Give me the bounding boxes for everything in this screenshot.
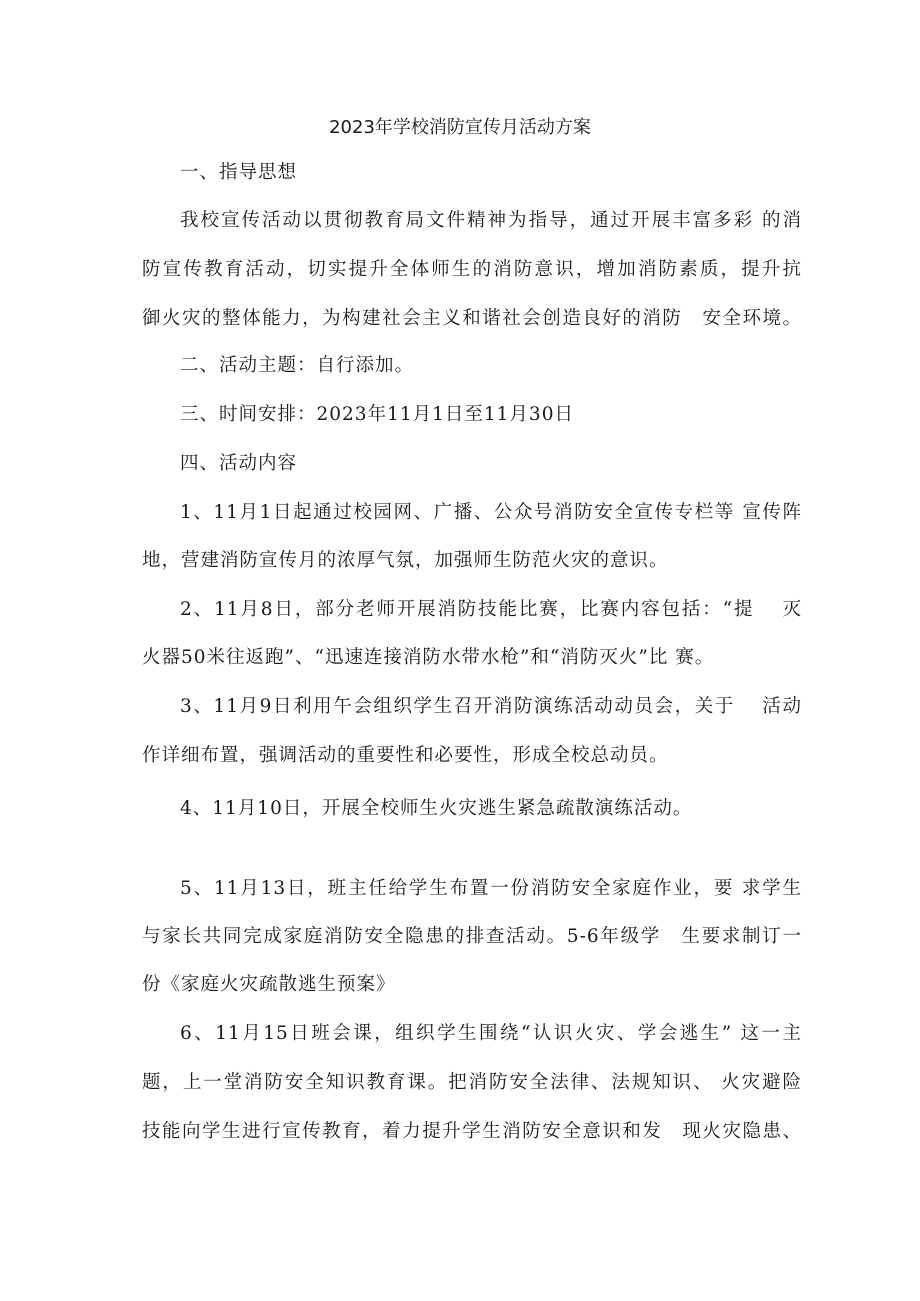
list-item-line: 技能向学生进行宣传教育，着力提升学生消防安全意识和发 现火灾隐患、	[142, 1121, 802, 1142]
list-item-line: 地，营建消防宣传月的浓厚气氛，加强师生防范火灾的意识。	[142, 550, 669, 571]
list-item-line: 6、11月15日班会课，组织学生围绕“认识火灾、学会逃生” 这一主	[180, 1023, 802, 1044]
list-item-line: 3、11月9日利用午会组织学生召开消防演练活动动员会，关于 活动	[180, 696, 802, 717]
paragraph-line: 防宣传教育活动，切实提升全体师生的消防意识，增加消防素质，提升抗	[142, 259, 802, 280]
section-heading-theme: 二、活动主题：自行添加。	[180, 355, 415, 376]
document-title: 2023年学校消防宣传月活动方案	[329, 117, 591, 138]
list-item-line: 2、11月8日，部分老师开展消防技能比赛，比赛内容包括：“提 灭	[180, 599, 802, 620]
list-item-line: 火器50米往返跑”、“迅速连接消防水带水枪”和“消防灭火”比 赛。	[142, 647, 715, 668]
list-item-line: 份《家庭火灾疏散逃生预案》	[142, 974, 396, 995]
list-item-line: 5、11月13日，班主任给学生布置一份消防安全家庭作业，要 求学生	[180, 878, 802, 899]
list-item-line: 题，上一堂消防安全知识教育课。把消防安全法律、法规知识、 火灾避险	[142, 1072, 802, 1093]
list-item-line: 1、11月1日起通过校园网、广播、公众号消防安全宣传专栏等 宣传阵	[180, 502, 802, 523]
list-item-line: 作详细布置，强调活动的重要性和必要性，形成全校总动员。	[142, 745, 669, 766]
paragraph-line: 御火灾的整体能力，为构建社会主义和谐社会创造良好的消防 安全环境。	[142, 308, 802, 329]
section-heading-schedule: 三、时间安排：2023年11月1日至11月30日	[180, 404, 574, 425]
list-item-line: 与家长共同完成家庭消防安全隐患的排查活动。5-6年级学 生要求制订一	[142, 926, 802, 947]
list-item-line: 4、11月10日，开展全校师生火灾逃生紧急疏散演练活动。	[180, 798, 693, 819]
paragraph-line: 我校宣传活动以贯彻教育局文件精神为指导，通过开展丰富多彩 的消	[180, 210, 802, 231]
section-heading-content: 四、活动内容	[180, 453, 298, 474]
section-heading-guiding-thought: 一、指导思想	[180, 162, 298, 183]
